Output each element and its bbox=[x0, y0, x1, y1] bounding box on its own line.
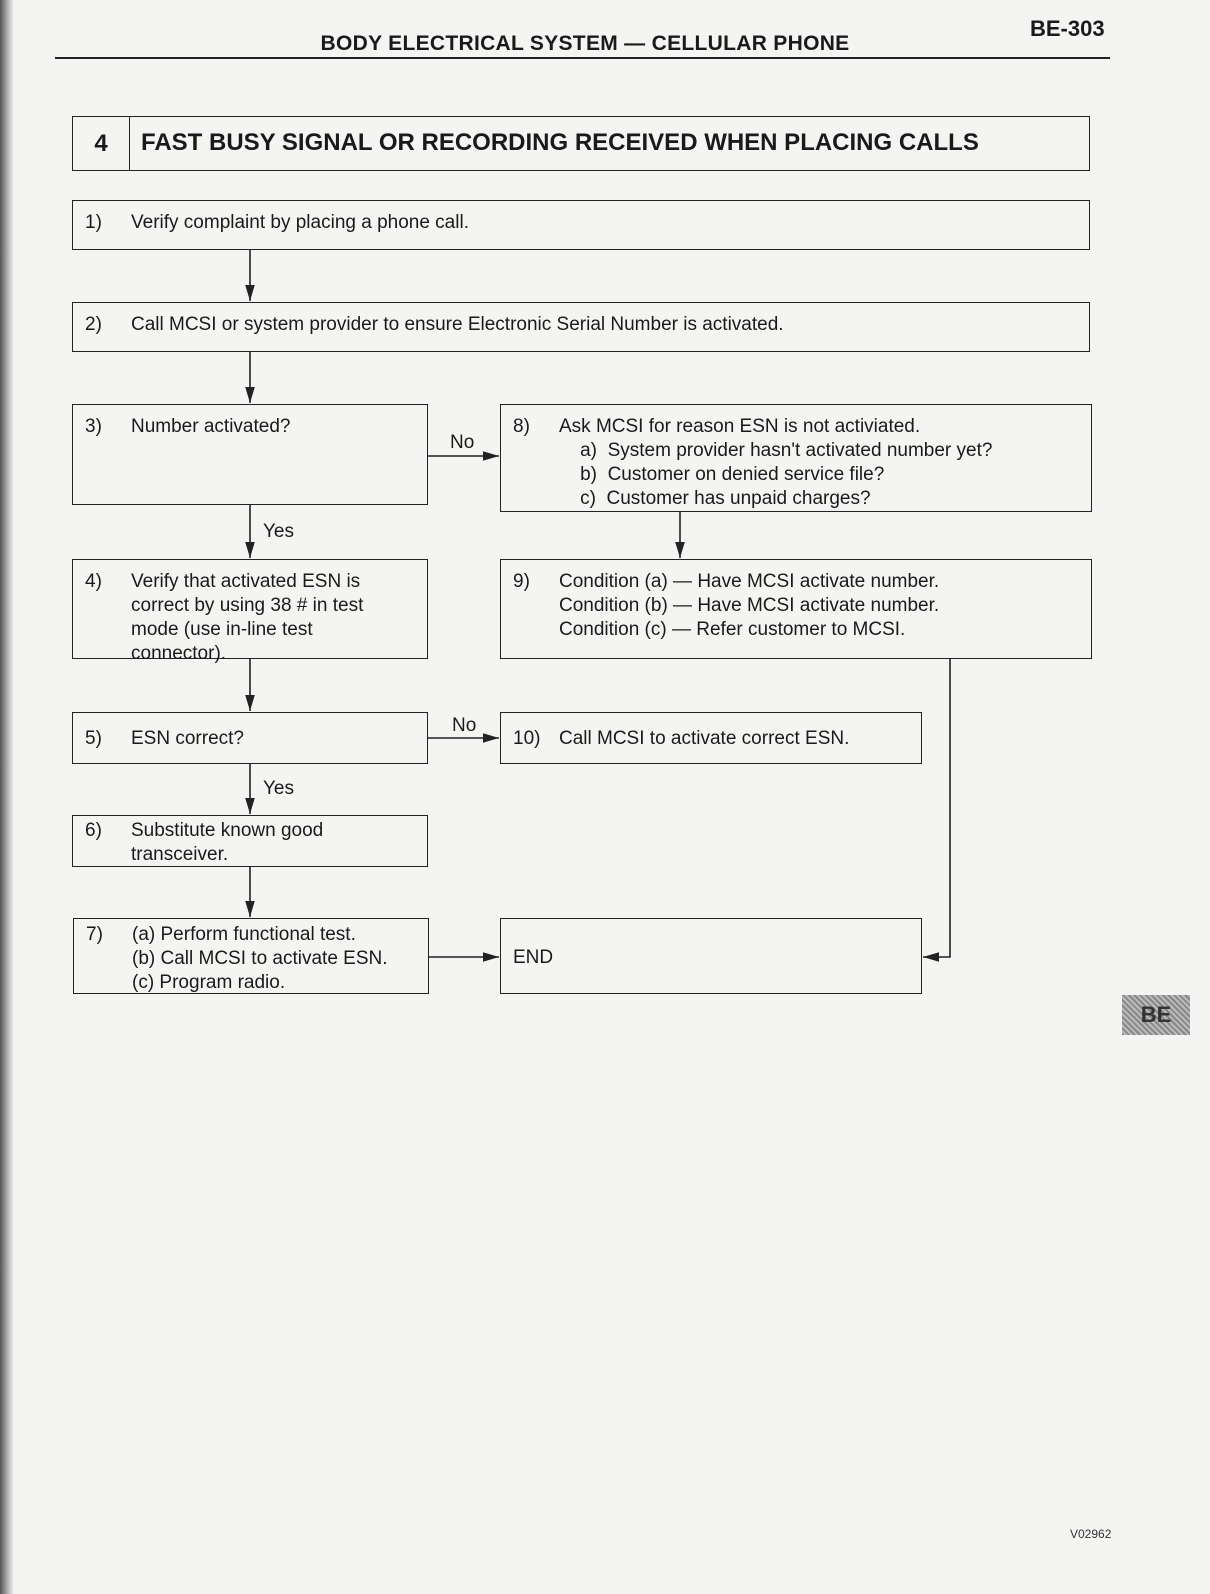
section-tab-be: BE bbox=[1122, 995, 1190, 1035]
figure-code: V02962 bbox=[1070, 1527, 1112, 1541]
step-5-box bbox=[72, 712, 428, 764]
step-text: Call MCSI to activate correct ESN. bbox=[559, 728, 850, 749]
end-text: END bbox=[513, 947, 554, 968]
step-text: Verify that activated ESN is correct by using 38 # in test mode (use in-line test connector). bbox=[131, 571, 364, 664]
step-text: Call MCSI or system provider to ensure Electronic Serial Number is activated. bbox=[131, 314, 784, 335]
step-2-box bbox=[72, 302, 1090, 352]
step-number: 7) bbox=[86, 924, 103, 945]
no-label-3: No bbox=[450, 432, 475, 453]
end-box bbox=[500, 918, 922, 994]
arrow-9-end bbox=[923, 659, 950, 957]
step-number: 9) bbox=[513, 571, 530, 592]
yes-label-3: Yes bbox=[263, 521, 294, 542]
step-number: 5) bbox=[85, 728, 102, 749]
step-8-box bbox=[500, 404, 1092, 512]
step-number: 6) bbox=[85, 820, 102, 841]
step-text: Ask MCSI for reason ESN is not activiated. a) System provider hasn't activated number yet? b) Customer on denied service file? c) Customer has unpaid charges? bbox=[559, 416, 993, 509]
step-1-box bbox=[72, 200, 1090, 250]
step-number: 2) bbox=[85, 314, 102, 335]
step-number: 8) bbox=[513, 416, 530, 437]
step-10-box bbox=[500, 712, 922, 764]
step-number: 10) bbox=[513, 728, 541, 749]
step-text: Verify complaint by placing a phone call. bbox=[131, 212, 469, 233]
step-number: 3) bbox=[85, 416, 102, 437]
yes-label-5: Yes bbox=[263, 778, 294, 799]
step-6-box bbox=[72, 815, 428, 867]
step-text: (a) Perform functional test. (b) Call MCSI to activate ESN. (c) Program radio. bbox=[132, 924, 388, 993]
step-4-box bbox=[72, 559, 428, 664]
section-title: FAST BUSY SIGNAL OR RECORDING RECEIVED WHEN PLACING CALLS bbox=[141, 129, 979, 156]
step-text: Condition (a) — Have MCSI activate number. Condition (b) — Have MCSI activate number. Condition (c) — Refer customer to MCSI. bbox=[559, 571, 940, 640]
step-text: Number activated? bbox=[131, 416, 291, 437]
step-number: 1) bbox=[85, 212, 102, 233]
step-3-box bbox=[72, 404, 428, 505]
step-text: ESN correct? bbox=[131, 728, 244, 749]
page-number: BE-303 bbox=[1030, 16, 1105, 41]
no-label-5: No bbox=[452, 715, 477, 736]
step-number: 4) bbox=[85, 571, 102, 592]
step-9-box bbox=[500, 559, 1092, 659]
step-7-box bbox=[73, 918, 429, 994]
page-header-title: BODY ELECTRICAL SYSTEM — CELLULAR PHONE bbox=[320, 32, 850, 55]
step-text: Substitute known good transceiver. bbox=[131, 820, 324, 865]
section-number: 4 bbox=[73, 117, 130, 170]
